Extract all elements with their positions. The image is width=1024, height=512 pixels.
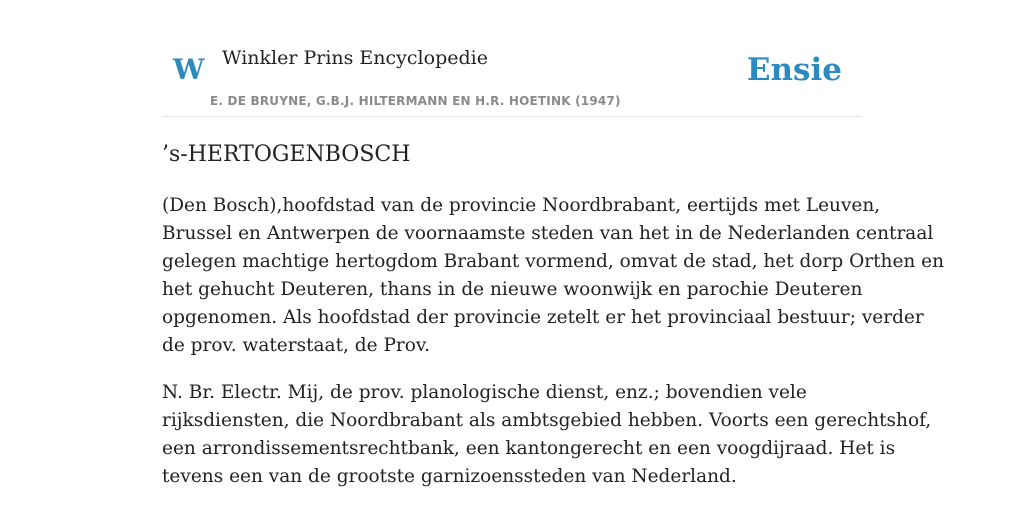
article-paragraph-2 — [162, 379, 932, 491]
paragraph-line: Brussel en Antwerpen de voornaamste steden van het in de Nederlanden centraal — [162, 223, 934, 244]
paragraph-line: de prov. waterstaat, de Prov. — [162, 335, 431, 356]
article-title: ’s-HERTOGENBOSCH — [162, 142, 411, 167]
paragraph-line: tevens een van de grootste garnizoenssteden van Nederland. — [162, 466, 737, 487]
paragraph-line: rijksdiensten, die Noordbrabant als ambtsgebied hebben. Voorts een gerechtshof, — [162, 410, 932, 431]
paragraph-line: opgenomen. Als hoofdstad der provincie zetelt er het provinciaal bestuur; verder — [162, 307, 924, 328]
winkler-prins-logo[interactable]: W — [173, 53, 205, 86]
paragraph-line: het gehucht Deuteren, thans in de nieuwe woonwijk en parochie Deuteren — [162, 279, 863, 300]
site-header — [162, 0, 862, 117]
publication-title[interactable]: Winkler Prins Encyclopedie — [222, 47, 488, 69]
paragraph-line: een arrondissementsrechtbank, een kantongerecht en een voogdijraad. Het is — [162, 438, 896, 459]
ensie-logo[interactable]: Ensie — [746, 52, 842, 88]
authors-line: E. DE BRUYNE, G.B.J. HILTERMANN EN H.R. HOETINK (1947) — [210, 94, 621, 108]
paragraph-line: gelegen machtige hertogdom Brabant vormend, omvat de stad, het dorp Orthen en — [162, 251, 945, 272]
article-paragraph-1 — [162, 192, 945, 360]
paragraph-line: (Den Bosch),hoofdstad van de provincie Noordbrabant, eertijds met Leuven, — [162, 195, 881, 216]
paragraph-line: N. Br. Electr. Mij, de prov. planologische dienst, enz.; bovendien vele — [162, 382, 807, 403]
